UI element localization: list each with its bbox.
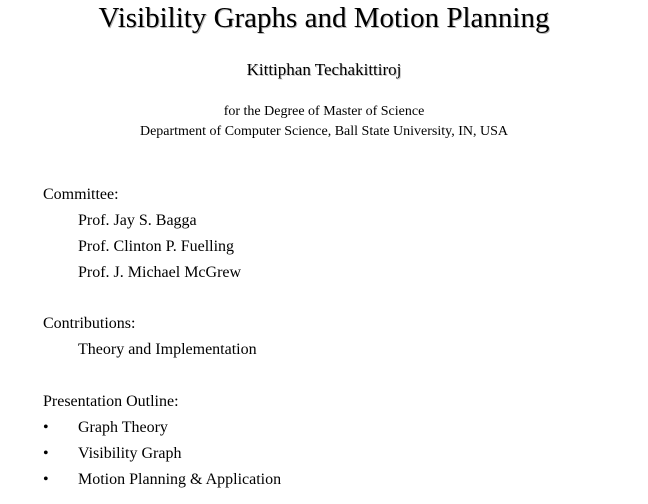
page-title: Visibility Graphs and Motion Planning	[98, 2, 550, 34]
department-line: Department of Computer Science, Ball State University, IN, USA	[139, 124, 509, 139]
committee-member: Prof. Jay S. Bagga	[78, 212, 197, 229]
outline-item: Visibility Graph	[78, 445, 182, 462]
outline-label: Presentation Outline:	[43, 393, 179, 410]
bullet-icon: •	[43, 419, 49, 436]
outline-item: Motion Planning & Application	[78, 471, 282, 488]
committee-member: Prof. Clinton P. Fuelling	[78, 238, 235, 255]
outline-item: Graph Theory	[78, 419, 168, 436]
contribution-item: Theory and Implementation	[78, 341, 257, 358]
committee-member: Prof. J. Michael McGrew	[78, 264, 242, 281]
bullet-icon: •	[43, 445, 49, 462]
contributions-label: Contributions:	[43, 315, 136, 332]
committee-label: Committee:	[43, 186, 119, 203]
degree-line: for the Degree of Master of Science	[223, 104, 425, 119]
author-name: Kittiphan Techakittiroj	[246, 60, 402, 79]
bullet-icon: •	[43, 471, 49, 488]
